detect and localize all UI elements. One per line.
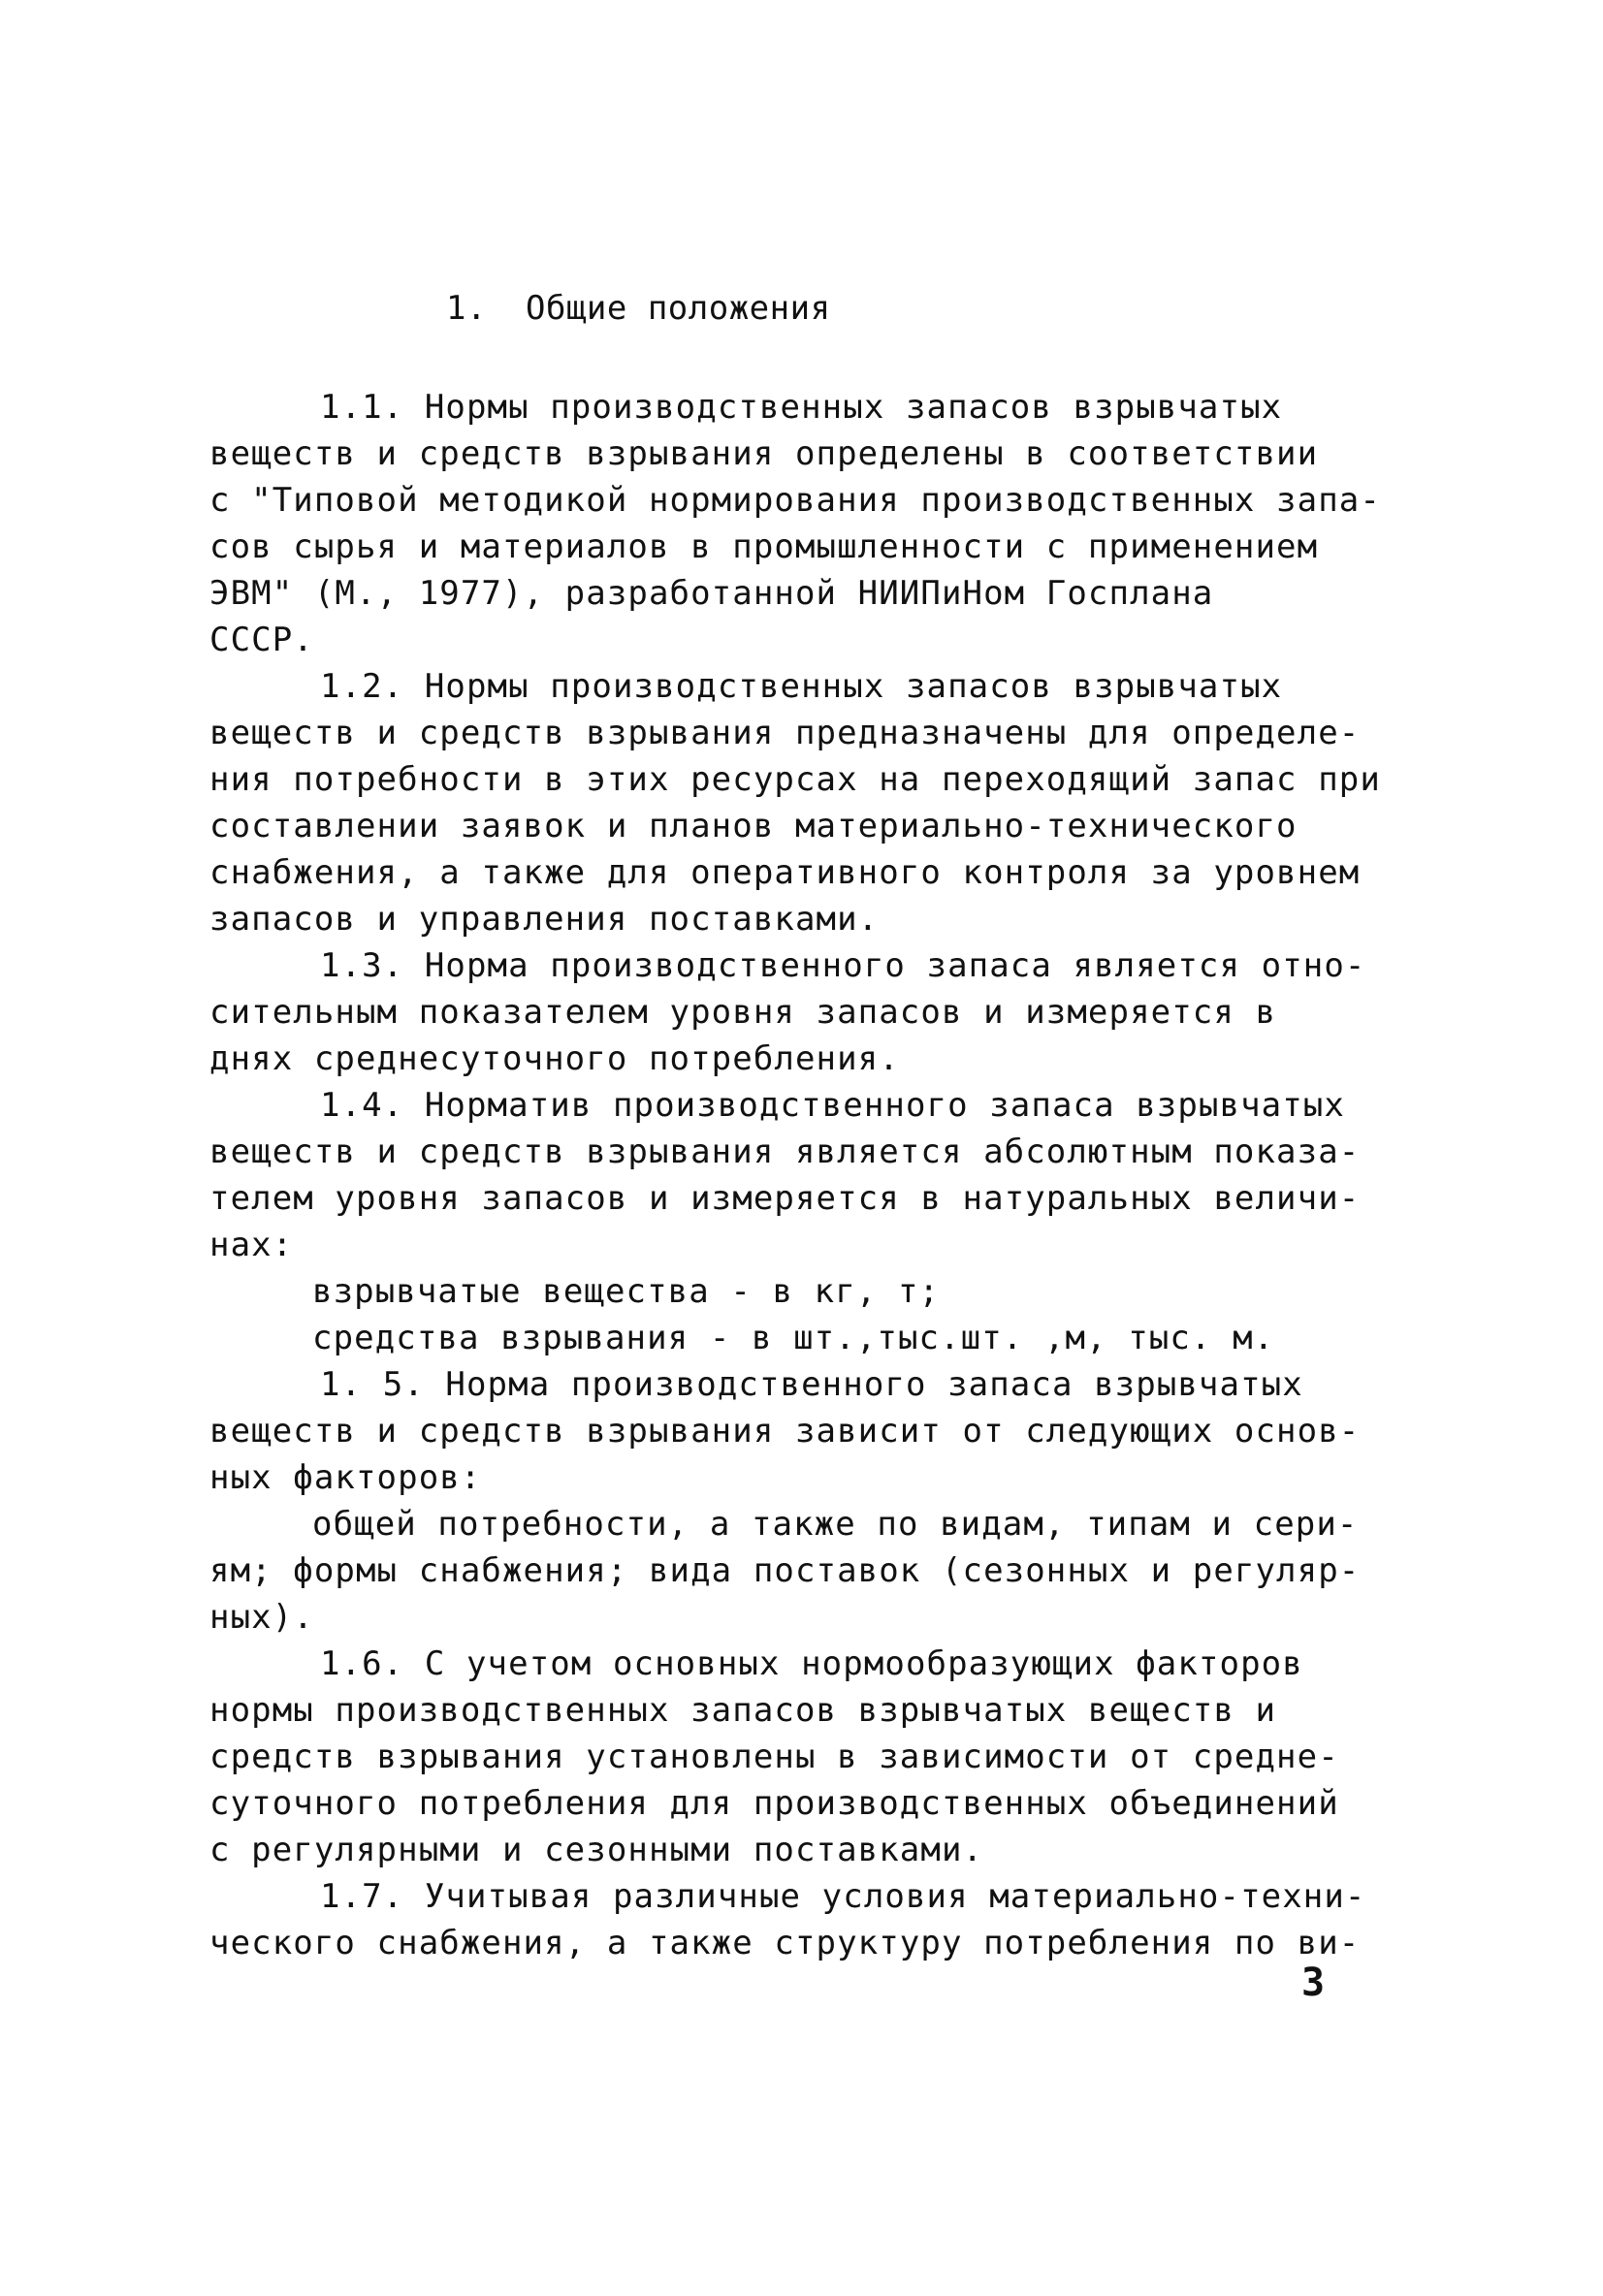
paragraph-1-2-line-5: снабжения, а также для оперативного контроля за уровнем [209, 853, 1361, 892]
paragraph-1-2-line-4: составлении заявок и планов материально-технического [209, 807, 1298, 845]
paragraph-1-1-line-1: 1.1. Нормы производственных запасов взрывчатых [320, 388, 1283, 427]
paragraph-1-5-line-5: ям; формы снабжения; вида поставок (сезонных и регуляр- [209, 1551, 1361, 1590]
paragraph-1-3-line-2: сительным показателем уровня запасов и измеряется в [209, 993, 1277, 1032]
paragraph-1-6-line-3: средств взрывания установлены в зависимости от средне- [209, 1738, 1339, 1776]
section-title: Общие положения [526, 289, 831, 328]
paragraph-1-4-line-3: телем уровня запасов и измеряется в натуральных величи- [209, 1179, 1361, 1218]
paragraph-1-5-line-3: ных факторов: [209, 1458, 482, 1497]
paragraph-1-4-line-4: нах: [209, 1226, 294, 1264]
paragraph-1-5-line-4: общей потребности, а также по видам, типам и сери- [312, 1505, 1359, 1544]
paragraph-1-1-line-3: с "Типовой методикой нормирования производственных запа- [209, 481, 1381, 520]
paragraph-1-6-line-2: нормы производственных запасов взрывчатых веществ и [209, 1691, 1277, 1730]
paragraph-1-4-line-1: 1.4. Норматив производственного запаса взрывчатых [320, 1086, 1345, 1125]
paragraph-1-2-line-3: ния потребности в этих ресурсах на переходящий запас при [209, 760, 1381, 799]
paragraph-1-7-line-1: 1.7. Учитывая различные условия материально-техни- [320, 1877, 1366, 1916]
page-number: 3 [1301, 1961, 1326, 2005]
paragraph-1-3-line-3: днях среднесуточного потребления. [209, 1039, 900, 1078]
list-item-explosives: взрывчатые вещества - в кг, т; [312, 1272, 941, 1311]
paragraph-1-2-line-2: веществ и средств взрывания предназначены для определе- [209, 714, 1361, 752]
paragraph-1-5-line-1: 1. 5. Норма производственного запаса взрывчатых [320, 1365, 1303, 1404]
paragraph-1-1-line-5: ЭВМ" (М., 1977), разработанной НИИПиНом Госплана [209, 574, 1214, 613]
paragraph-1-2-line-6: запасов и управления поставками. [209, 900, 880, 939]
paragraph-1-6-line-1: 1.6. С учетом основных нормообразующих факторов [320, 1644, 1303, 1683]
paragraph-1-3-line-1: 1.3. Норма производственного запаса является отно- [320, 946, 1366, 985]
list-item-blasting-means: средства взрывания - в шт.,тыс.шт. ,м, тыс. м. [312, 1319, 1275, 1357]
paragraph-1-2-line-1: 1.2. Нормы производственных запасов взрывчатых [320, 667, 1283, 706]
paragraph-1-5-line-6: ных). [209, 1598, 314, 1637]
paragraph-1-6-line-4: суточного потребления для производственных объединений [209, 1784, 1339, 1823]
paragraph-1-1-line-6: СССР. [209, 621, 314, 659]
paragraph-1-4-line-2: веществ и средств взрывания является абсолютным показа- [209, 1132, 1361, 1171]
paragraph-1-5-line-2: веществ и средств взрывания зависит от следующих основ- [209, 1412, 1361, 1451]
paragraph-1-7-line-2: ческого снабжения, а также структуру потребления по ви- [209, 1924, 1361, 1962]
paragraph-1-1-line-2: веществ и средств взрывания определены в соответствии [209, 434, 1319, 473]
paragraph-1-6-line-5: с регулярными и сезонными поставками. [209, 1831, 984, 1869]
paragraph-1-1-line-4: сов сырья и материалов в промышленности с применением [209, 527, 1319, 566]
section-heading [446, 289, 831, 328]
section-number: 1. [446, 289, 487, 328]
